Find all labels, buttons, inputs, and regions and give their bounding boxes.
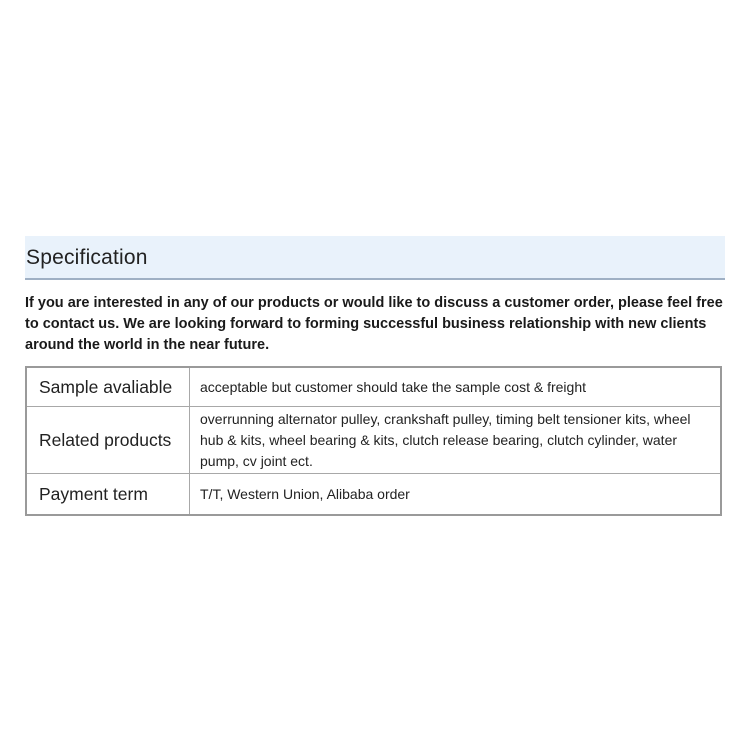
row-value: acceptable but customer should take the sample cost & freight [190, 367, 722, 407]
row-value: overrunning alternator pulley, crankshaft pulley, timing belt tensioner kits, wheel hub & kits, wheel bearing & kits, clutch release bearing, clutch cylinder, water pump, cv joint ect. [190, 407, 722, 474]
table-row [26, 367, 721, 407]
table-row [26, 407, 721, 474]
specification-table [25, 366, 722, 516]
specification-header [25, 236, 725, 280]
table-row [26, 474, 721, 516]
row-label: Related products [26, 407, 190, 474]
intro-paragraph: If you are interested in any of our products or would like to discuss a customer order, please feel free to contact us. We are looking forward to forming successful business relationship with new clients around the world in the near future. [25, 295, 723, 353]
section-title: Specification [26, 246, 148, 269]
row-label: Sample avaliable [26, 367, 190, 407]
row-label: Payment term [26, 474, 190, 516]
row-value: T/T, Western Union, Alibaba order [190, 474, 722, 516]
